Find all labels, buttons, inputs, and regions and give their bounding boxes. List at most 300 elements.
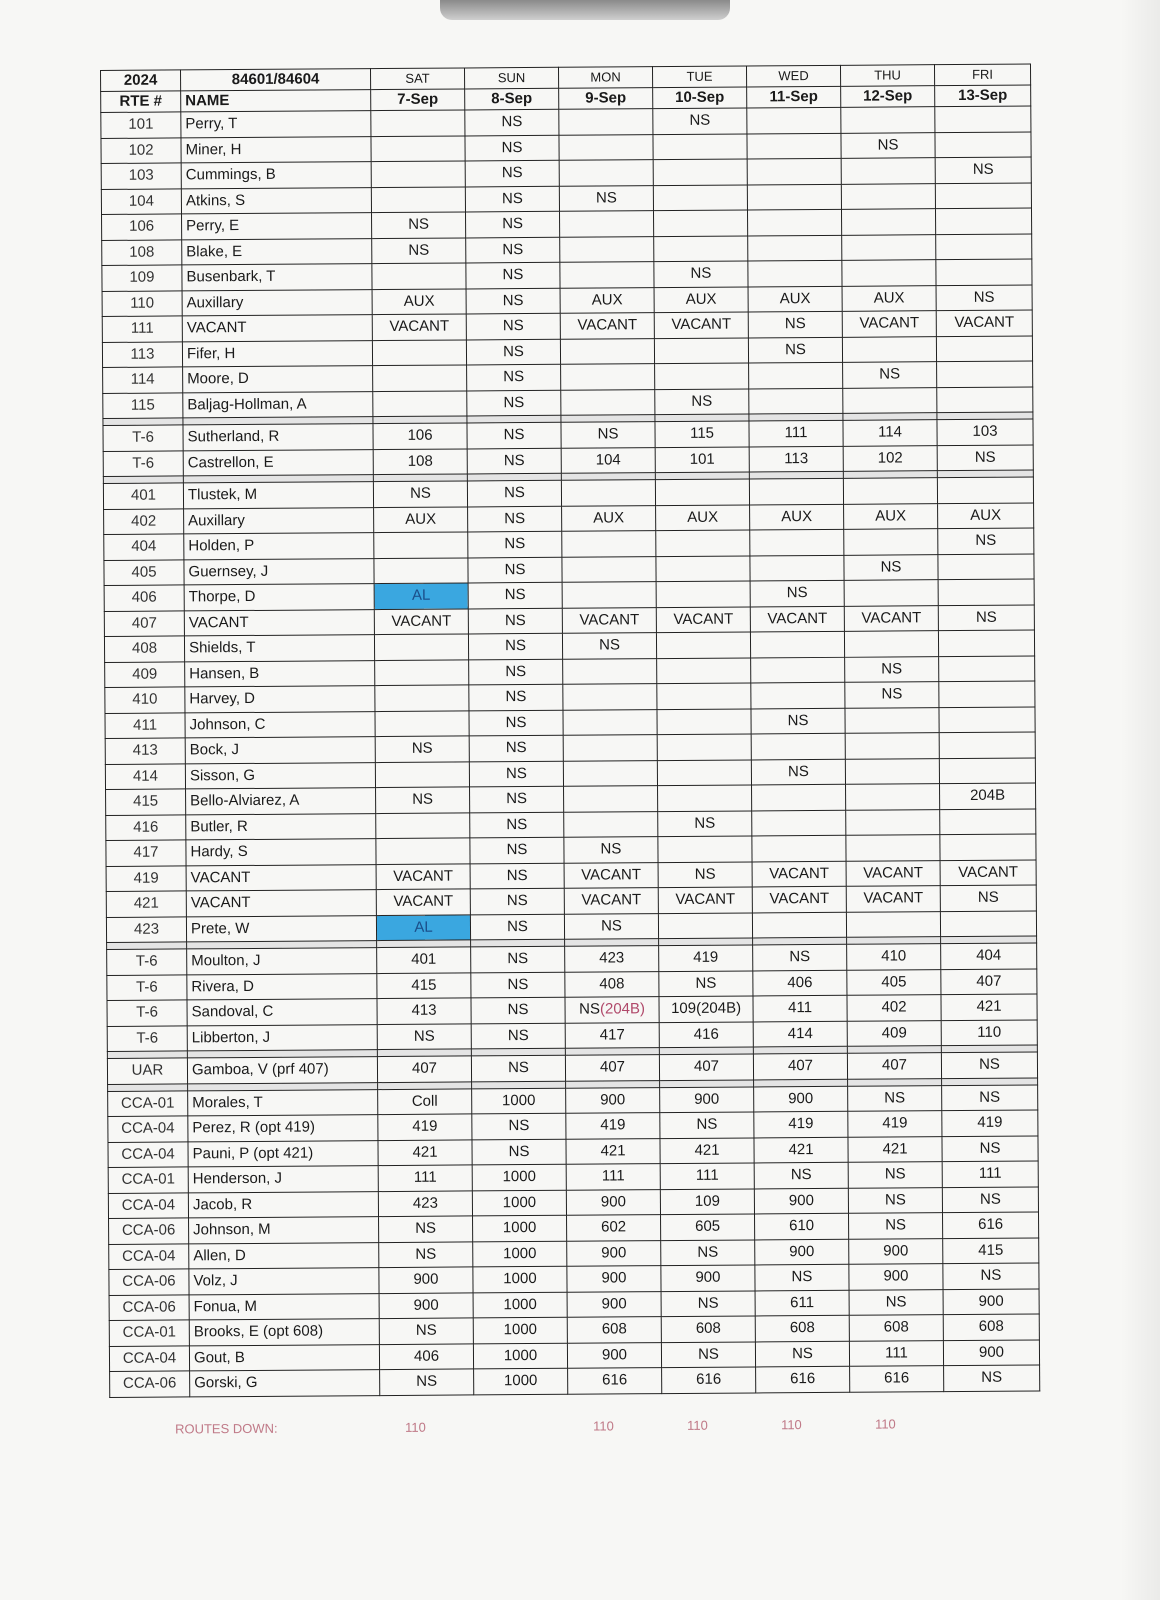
schedule-cell	[655, 479, 749, 505]
schedule-cell: NS	[372, 237, 466, 263]
schedule-cell: 608	[567, 1317, 661, 1343]
carrier-name: Morales, T	[188, 1089, 378, 1116]
schedule-cell: 1000	[473, 1215, 567, 1241]
schedule-cell: NS	[564, 837, 658, 863]
cell-value: NS	[579, 1000, 601, 1018]
schedule-cell	[846, 784, 940, 810]
schedule-cell: 900	[379, 1292, 473, 1318]
schedule-cell: NS	[470, 786, 564, 812]
schedule-cell: 900	[661, 1265, 755, 1291]
schedule-cell	[841, 209, 935, 235]
schedule-cell: NS	[751, 759, 845, 785]
schedule-cell: NS	[845, 682, 939, 708]
schedule-cell: 407	[941, 968, 1037, 994]
schedule-cell: NS	[841, 132, 935, 158]
schedule-cell: 421	[660, 1137, 754, 1163]
schedule-cell	[752, 810, 846, 836]
day-header: WED	[746, 65, 840, 87]
schedule-cell: 111	[942, 1161, 1038, 1187]
carrier-name: Allen, D	[189, 1242, 379, 1269]
date-header: 12-Sep	[841, 86, 935, 108]
schedule-cell: NS	[659, 970, 753, 996]
schedule-cell: NS	[564, 913, 658, 939]
route-number: 408	[104, 636, 184, 662]
route-number: 410	[105, 687, 185, 713]
schedule-cell: NS	[941, 1052, 1037, 1078]
schedule-cell: NS	[755, 1341, 849, 1367]
schedule-cell: NS	[658, 810, 752, 836]
schedule-cell	[372, 339, 466, 365]
schedule-cell	[563, 735, 657, 761]
schedule-cell	[846, 809, 940, 835]
schedule-cell: 405	[847, 969, 941, 995]
schedule-cell: 421	[848, 1136, 942, 1162]
schedule-cell: NS	[468, 582, 562, 608]
schedule-cell: AUX	[562, 505, 656, 531]
schedule-cell	[749, 478, 843, 504]
schedule-cell: NS	[466, 262, 560, 288]
route-number: 108	[102, 239, 182, 265]
schedule-cell	[374, 557, 468, 583]
route-number: T-6	[103, 450, 183, 476]
schedule-cell	[938, 553, 1034, 579]
schedule-cell	[845, 758, 939, 784]
schedule-cell: VACANT	[844, 605, 938, 631]
routes-down-footer	[100, 1416, 1030, 1437]
routes-down-value: 110	[404, 1419, 426, 1435]
schedule-cell: 900	[943, 1339, 1039, 1365]
carrier-name: Pauni, P (opt 421)	[188, 1140, 378, 1167]
schedule-cell: 1000	[472, 1088, 566, 1114]
schedule-cell: 1000	[473, 1266, 567, 1292]
route-number: CCA-06	[109, 1218, 189, 1244]
schedule-cell: NS	[755, 1264, 849, 1290]
schedule-cell	[846, 835, 940, 861]
carrier-name: Johnson, C	[185, 711, 375, 738]
schedule-cell: 101	[655, 446, 749, 472]
schedule-cell: NS	[942, 1186, 1038, 1212]
schedule-cell: VACANT	[562, 607, 656, 633]
schedule-cell: AUX	[656, 504, 750, 530]
schedule-cell	[657, 657, 751, 683]
schedule-cell: 419	[378, 1114, 472, 1140]
schedule-cell: NS	[376, 787, 470, 813]
route-number: 406	[104, 585, 184, 611]
route-number: T-6	[107, 949, 187, 975]
schedule-cell: 1000	[472, 1190, 566, 1216]
carrier-name: Thorpe, D	[184, 584, 374, 611]
schedule-cell: 900	[849, 1264, 943, 1290]
route-number: 405	[104, 559, 184, 585]
schedule-cell: 103	[937, 419, 1033, 445]
schedule-cell: 1000	[473, 1241, 567, 1267]
schedule-cell: NS	[661, 1290, 755, 1316]
schedule-cell: NS	[469, 659, 563, 685]
schedule-cell	[939, 706, 1035, 732]
schedule-cell: NS	[943, 1263, 1039, 1289]
carrier-name: Prete, W	[186, 915, 376, 942]
schedule-cell	[376, 812, 470, 838]
schedule-cell	[653, 184, 747, 210]
schedule-cell	[937, 386, 1033, 412]
schedule-cell	[940, 834, 1036, 860]
route-number: UAR	[107, 1058, 187, 1084]
routes-down-value: 110	[780, 1417, 802, 1433]
schedule-cell: NS	[471, 997, 565, 1023]
schedule-cell	[940, 808, 1036, 834]
schedule-cell	[565, 997, 659, 1023]
route-number: 102	[101, 137, 181, 163]
schedule-cell: VACANT	[750, 606, 844, 632]
route-number: 415	[106, 789, 186, 815]
schedule-cell	[935, 106, 1031, 132]
schedule-cell	[841, 183, 935, 209]
schedule-cell: 900	[566, 1087, 660, 1113]
schedule-cell: NS	[655, 388, 749, 414]
schedule-cell	[841, 107, 935, 133]
route-number: T-6	[107, 974, 187, 1000]
day-header: MON	[558, 67, 652, 89]
schedule-cell: VACANT	[846, 860, 940, 886]
schedule-cell: 616	[850, 1366, 944, 1392]
schedule-cell	[842, 336, 936, 362]
schedule-cell	[752, 784, 846, 810]
schedule-cell: NS	[849, 1289, 943, 1315]
schedule-cell	[937, 361, 1033, 387]
schedule-cell	[373, 365, 467, 391]
route-number: 103	[101, 163, 181, 189]
date-header: 9-Sep	[559, 88, 653, 110]
schedule-cell: 407	[659, 1054, 753, 1080]
schedule-cell: NS	[471, 1055, 565, 1081]
schedule-cell	[751, 682, 845, 708]
schedule-cell	[749, 362, 843, 388]
schedule-cell	[939, 681, 1035, 707]
carrier-name: Baljag-Hollman, A	[183, 391, 373, 418]
schedule-cell	[561, 389, 655, 415]
carrier-name: Perry, E	[182, 213, 372, 240]
route-number: CCA-01	[109, 1320, 189, 1346]
route-number: 411	[105, 712, 185, 738]
carrier-name: Rivera, D	[187, 973, 377, 1000]
carrier-name: VACANT	[184, 609, 374, 636]
schedule-cell: NS	[465, 135, 559, 161]
carrier-name: Busenbark, T	[182, 264, 372, 291]
carrier-name: Castrellon, E	[183, 449, 373, 476]
schedule-cell: NS	[753, 944, 847, 970]
schedule-cell: 1000	[474, 1368, 568, 1394]
schedule-cell: VACANT	[654, 312, 748, 338]
carrier-name: Miner, H	[181, 136, 371, 163]
schedule-cell	[938, 579, 1034, 605]
schedule-cell	[748, 260, 842, 286]
schedule-cell: NS	[754, 1162, 848, 1188]
schedule-cell	[939, 655, 1035, 681]
schedule-cell: 421	[754, 1137, 848, 1163]
schedule-cell: NS	[661, 1341, 755, 1367]
schedule-cell: 1000	[472, 1164, 566, 1190]
route-number: 113	[102, 341, 182, 367]
schedule-cell	[844, 631, 938, 657]
schedule-cell	[749, 388, 843, 414]
schedule-cell: NS	[467, 480, 561, 506]
route-number: 114	[103, 367, 183, 393]
route-number: 421	[106, 891, 186, 917]
route-number: 404	[104, 534, 184, 560]
schedule-cell	[371, 161, 465, 187]
schedule-cell: NS	[748, 337, 842, 363]
schedule-cell: NS	[470, 812, 564, 838]
schedule-cell	[375, 761, 469, 787]
schedule-cell: NS	[942, 1135, 1038, 1161]
schedule-cell	[559, 109, 653, 135]
day-header: TUE	[652, 66, 746, 88]
schedule-cell: VACANT	[374, 608, 468, 634]
schedule-cell	[939, 732, 1035, 758]
schedule-cell: 409	[847, 1020, 941, 1046]
schedule-cell: 900	[567, 1240, 661, 1266]
schedule-cell: 204B	[940, 783, 1036, 809]
schedule-cell: 111	[566, 1164, 660, 1190]
carrier-name: Gamboa, V (prf 407)	[187, 1057, 377, 1084]
schedule-cell	[371, 186, 465, 212]
route-number: 414	[105, 763, 185, 789]
carrier-name: Moore, D	[183, 366, 373, 393]
schedule-cell	[748, 235, 842, 261]
schedule-cell	[657, 759, 751, 785]
schedule-cell: Coll	[378, 1088, 472, 1114]
schedule-cell: 404	[941, 943, 1037, 969]
schedule-cell: VACANT	[752, 861, 846, 887]
schedule-cell: NS	[653, 108, 747, 134]
schedule-cell: NS	[661, 1239, 755, 1265]
schedule-cell: NS	[373, 481, 467, 507]
schedule-cell: NS	[468, 608, 562, 634]
schedule-cell: 111	[378, 1165, 472, 1191]
schedule-cell: 605	[661, 1214, 755, 1240]
schedule-cell	[653, 159, 747, 185]
carrier-name: Atkins, S	[181, 187, 371, 214]
day-header: THU	[840, 65, 934, 87]
schedule-cell: VACANT	[846, 886, 940, 912]
routes-down-label: ROUTES DOWN:	[174, 1420, 278, 1437]
schedule-cell: AUX	[842, 285, 936, 311]
route-number: 101	[101, 112, 181, 138]
schedule-cell	[843, 387, 937, 413]
schedule-cell: VACANT	[372, 314, 466, 340]
schedule-cell: NS	[465, 160, 559, 186]
schedule-cell: AUX	[750, 504, 844, 530]
schedule-cell: AUX	[560, 287, 654, 313]
schedule-cell: NS	[467, 422, 561, 448]
schedule-cell	[564, 811, 658, 837]
schedule-cell	[564, 786, 658, 812]
schedule-cell: NS	[466, 313, 560, 339]
schedule-cell: 109(204B)	[659, 996, 753, 1022]
schedule-cell: 1000	[473, 1343, 567, 1369]
route-number: CCA-04	[109, 1345, 189, 1371]
schedule-cell: VACANT	[658, 887, 752, 913]
schedule-cell: 109	[660, 1188, 754, 1214]
schedule-cell: NS	[751, 708, 845, 734]
schedule-cell: NS	[940, 885, 1036, 911]
carrier-name: Libberton, J	[187, 1024, 377, 1051]
schedule-cell: 602	[567, 1215, 661, 1241]
schedule-cell: 616	[568, 1368, 662, 1394]
schedule-cell: NS	[470, 888, 564, 914]
cell-note: (204B)	[599, 1000, 646, 1018]
schedule-cell: NS	[372, 212, 466, 238]
schedule-cell: 113	[749, 446, 843, 472]
schedule-cell: 406	[753, 970, 847, 996]
schedule-cell	[656, 530, 750, 556]
carrier-name: Cummings, B	[181, 162, 371, 189]
schedule-cell: NS	[470, 863, 564, 889]
schedule-cell: NS	[938, 604, 1034, 630]
schedule-cell: 110	[941, 1019, 1037, 1045]
schedule-cell: NS	[377, 1023, 471, 1049]
carrier-name: VACANT	[186, 864, 376, 891]
schedule-cell	[936, 335, 1032, 361]
schedule-cell: 1000	[473, 1292, 567, 1318]
schedule-cell: 423	[378, 1190, 472, 1216]
carrier-name: Brooks, E (opt 608)	[189, 1319, 379, 1346]
schedule-cell: 102	[843, 445, 937, 471]
schedule-cell: NS	[379, 1318, 473, 1344]
route-number: CCA-04	[108, 1141, 188, 1167]
route-number: T-6	[107, 1025, 187, 1051]
schedule-cell: NS	[469, 761, 563, 787]
schedule-cell: NS	[660, 1112, 754, 1138]
schedule-cell: 611	[755, 1290, 849, 1316]
schedule-cell: 616	[756, 1366, 850, 1392]
schedule-cell	[561, 480, 655, 506]
schedule-cell: NS	[471, 946, 565, 972]
schedule-cell	[653, 210, 747, 236]
schedule-cell: NS	[654, 261, 748, 287]
schedule-cell: 407	[847, 1053, 941, 1079]
route-number: T-6	[107, 1000, 187, 1026]
zip-header: 84601/84604	[181, 69, 371, 91]
schedule-cell: NS	[848, 1213, 942, 1239]
schedule-cell: 900	[755, 1239, 849, 1265]
schedule-cell: 407	[565, 1055, 659, 1081]
carrier-name: Auxillary	[184, 507, 374, 534]
schedule-cell: 419	[754, 1111, 848, 1137]
schedule-cell: NS	[942, 1084, 1038, 1110]
route-number: CCA-06	[109, 1269, 189, 1295]
schedule-sheet	[100, 64, 1039, 1398]
carrier-name: Hardy, S	[186, 839, 376, 866]
route-number: CCA-06	[109, 1294, 189, 1320]
schedule-cell	[563, 658, 657, 684]
schedule-cell	[939, 757, 1035, 783]
day-header: SUN	[464, 67, 558, 89]
carrier-name: Gout, B	[189, 1344, 379, 1371]
schedule-cell	[373, 390, 467, 416]
carrier-name: Hansen, B	[185, 660, 375, 687]
schedule-cell: 410	[847, 944, 941, 970]
route-number: CCA-01	[108, 1167, 188, 1193]
schedule-cell: 413	[377, 998, 471, 1024]
schedule-cell: NS	[848, 1187, 942, 1213]
schedule-cell: NS	[471, 972, 565, 998]
route-number: 104	[101, 188, 181, 214]
schedule-cell	[747, 209, 841, 235]
schedule-cell: NS	[466, 339, 560, 365]
schedule-cell	[845, 733, 939, 759]
schedule-cell: NS	[465, 186, 559, 212]
schedule-cell	[936, 233, 1032, 259]
schedule-cell: NS	[562, 633, 656, 659]
schedule-cell	[372, 263, 466, 289]
schedule-cell	[563, 709, 657, 735]
schedule-cell: 419	[659, 945, 753, 971]
date-header: 8-Sep	[465, 88, 559, 110]
schedule-cell: 415	[943, 1237, 1039, 1263]
schedule-cell: AUX	[374, 506, 468, 532]
schedule-cell: AUX	[844, 503, 938, 529]
schedule-cell: 423	[565, 946, 659, 972]
route-number: 419	[106, 865, 186, 891]
schedule-cell	[936, 259, 1032, 285]
schedule-cell	[747, 158, 841, 184]
rte-header: RTE #	[101, 91, 181, 113]
route-number: 416	[106, 814, 186, 840]
schedule-cell	[562, 556, 656, 582]
schedule-cell	[656, 555, 750, 581]
schedule-cell: VACANT	[564, 862, 658, 888]
schedule-cell: 900	[567, 1291, 661, 1317]
carrier-name: Jacob, R	[188, 1191, 378, 1218]
carrier-name: VACANT	[182, 315, 372, 342]
routes-down-value: 110	[686, 1417, 708, 1433]
date-header: 11-Sep	[747, 86, 841, 108]
schedule-cell: NS	[848, 1162, 942, 1188]
schedule-cell: AUX	[372, 288, 466, 314]
carrier-name: Volz, J	[189, 1268, 379, 1295]
schedule-cell	[842, 260, 936, 286]
route-number: CCA-04	[108, 1116, 188, 1142]
schedule-cell: NS	[935, 157, 1031, 183]
schedule-cell	[559, 211, 653, 237]
carrier-name: Sandoval, C	[187, 999, 377, 1026]
schedule-cell: 608	[661, 1316, 755, 1342]
clipboard-clip	[440, 0, 730, 20]
schedule-cell: VACANT	[936, 310, 1032, 336]
carrier-name: Perez, R (opt 419)	[188, 1115, 378, 1142]
schedule-cell: 114	[843, 420, 937, 446]
carrier-name: Blake, E	[182, 238, 372, 265]
schedule-cell	[940, 910, 1036, 936]
schedule-cell	[752, 835, 846, 861]
schedule-cell: NS	[848, 1085, 942, 1111]
schedule-cell	[658, 785, 752, 811]
route-number: CCA-06	[110, 1371, 190, 1397]
schedule-cell: NS	[561, 422, 655, 448]
schedule-cell: VACANT	[940, 859, 1036, 885]
schedule-cell: 419	[942, 1110, 1038, 1136]
schedule-cell: 616	[662, 1367, 756, 1393]
schedule-cell	[374, 532, 468, 558]
carrier-name: Bock, J	[185, 737, 375, 764]
carrier-name: Butler, R	[186, 813, 376, 840]
schedule-cell: AL	[376, 914, 470, 940]
schedule-cell	[845, 707, 939, 733]
schedule-cell: NS	[844, 554, 938, 580]
carrier-name: Johnson, M	[189, 1217, 379, 1244]
schedule-cell: 900	[660, 1086, 754, 1112]
